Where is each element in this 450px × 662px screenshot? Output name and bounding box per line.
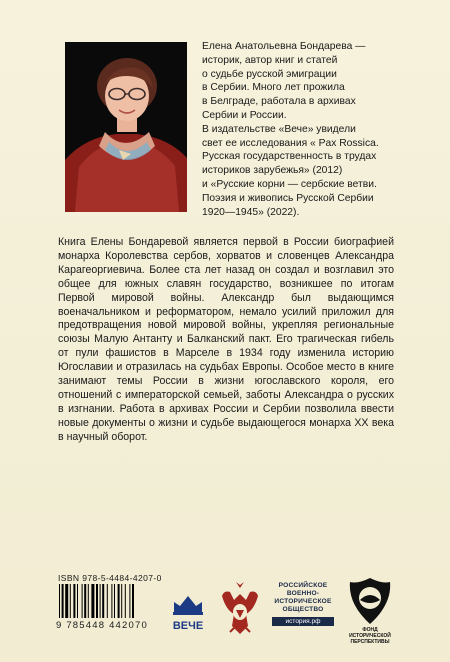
book-annotation	[58, 236, 394, 445]
double-headed-eagle-icon	[218, 580, 262, 638]
isbn-label: ISBN 978-5-4484-4207-0	[58, 573, 162, 583]
rvio-line: РОССИЙСКОЕ	[278, 582, 328, 589]
annotation-text: Книга Елены Бондаревой является первой в России биографией монарха Королевства сербов, хорватов и словенцев Александра Карагеоргиевича. Более ста лет назад он создал и возглавил это общее для южных славян государство, возникшее по итогам Первой мировой войны. Александр был выдающимся военачальником и реформатором, немало усилий приложил для предотвращения новой мировой войны, укрепляя региональные союзы Малую Антанту и Балканский пакт. Его трагическая гибель от пули фашистов в Марселе в 1934 году изменила историю Югославии и отразилась на судьбах Европы. Особое место в книге занимают темы России в жизни югославского короля, его отношений с императорской семьей, заботы Александра о русских в изгнании. Работа в архивах России и Сербии позволила ввести новые документы о жизни и судьбе выдающегося монарха XX века в научный оборот.	[58, 236, 394, 443]
publisher-logo	[168, 592, 208, 634]
rvio-line: ВОЕННО-	[286, 590, 320, 597]
fund-line: ФОНД	[362, 627, 378, 633]
barcode	[58, 584, 160, 618]
barcode-digits: 9 785448 442070	[56, 620, 148, 631]
author-photo	[65, 42, 187, 212]
author-bio-text: Елена Анатольевна Бондарева — историк, автор книг и статей о судьбе русской эмиграции в Сербии. Много лет прожила в Белграде, работала в архивах Сербии и России. В издательстве «Вече» увидели свет ее исследования « Pax Rossica. Русская государственность в трудах историков зарубежья» (2012) и «Русские корни — сербские ветви. Поэзия и живопись Русской Сербии 1920—1945» (2022).	[202, 41, 379, 218]
rvio-line: ИСТОРИЧЕСКОЕ	[274, 598, 332, 605]
author-bio	[202, 40, 422, 219]
fund-logo-text	[342, 627, 398, 645]
rvio-line: ОБЩЕСТВО	[282, 606, 324, 613]
publisher-logo-text: ВЕЧЕ	[172, 620, 204, 632]
rvio-logo	[272, 582, 334, 626]
rvio-site: история.рф	[272, 617, 334, 626]
fund-line: ИСТОРИЧЕСКОЙ	[349, 633, 391, 639]
fund-line: ПЕРСПЕКТИВЫ	[350, 639, 390, 645]
